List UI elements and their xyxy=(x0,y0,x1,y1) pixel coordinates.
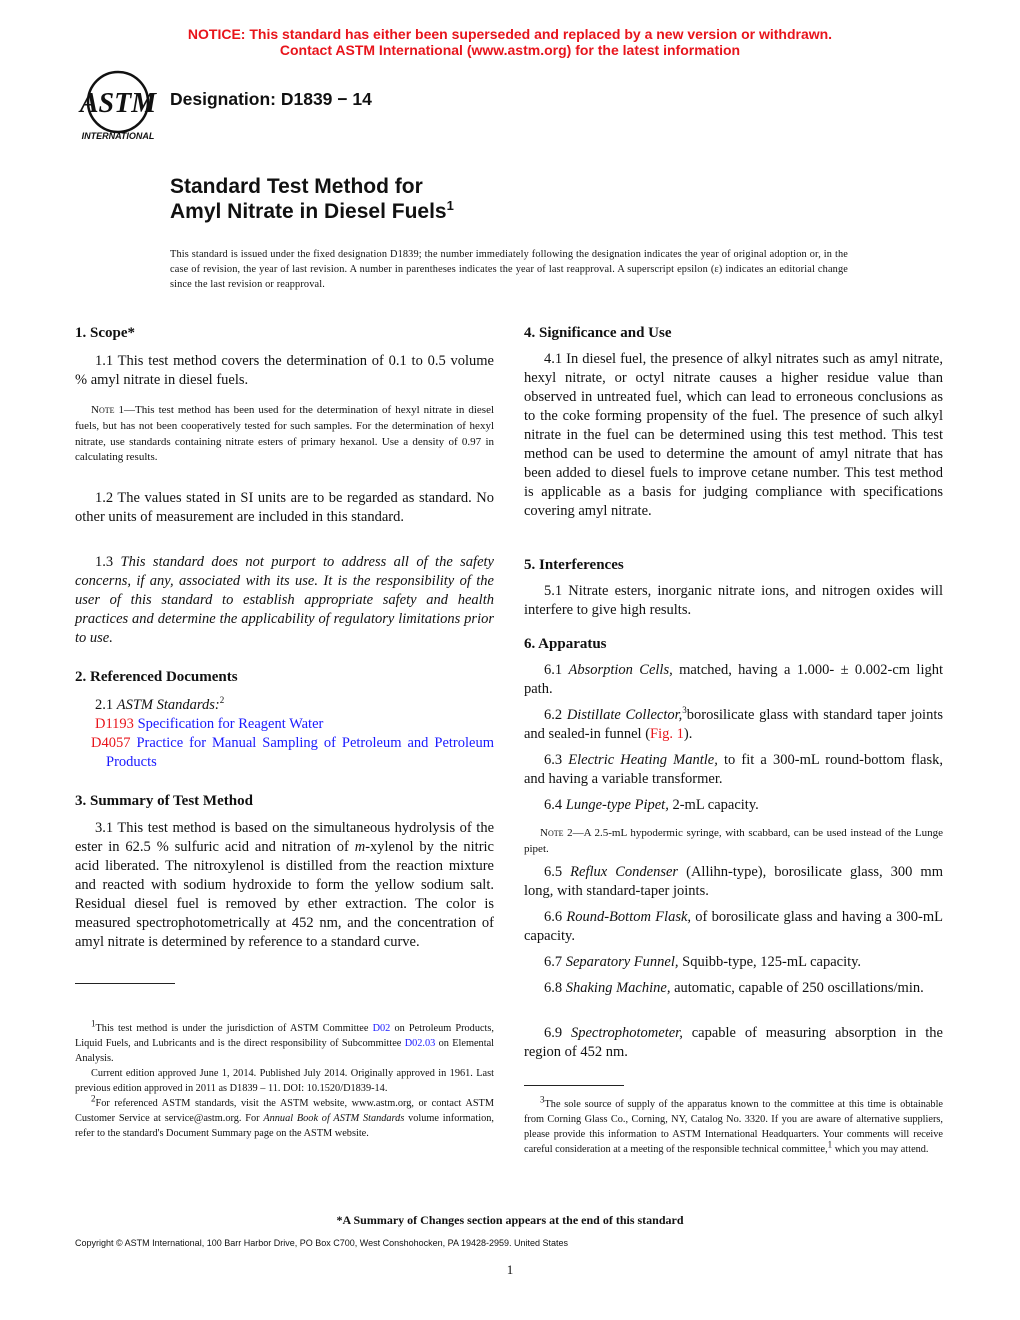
svg-text:INTERNATIONAL: INTERNATIONAL xyxy=(81,131,155,141)
ref-d1193[interactable]: D1193 Specification for Reagent Water xyxy=(95,716,324,732)
para-6-6: 6.6 Round-Bottom Flask, of borosilicate glass and having a 300-mL capacity. xyxy=(524,909,943,944)
section-4-heading: 4. Significance and Use xyxy=(524,325,672,341)
notice-banner: NOTICE: This standard has either been superseded and replaced by a new version or withdrawn. Contact ASTM International (www.astm.org) for the latest information xyxy=(187,26,833,58)
intro-text: This standard is issued under the fixed designation D1839; the number immediately following the designation indicates the year of original adoption or, in the case of revision, the year of last revision. A number in parentheses indicates the year of last reapproval. A superscript epsilon (ε) indicates an editorial change since the last revision or reapproval. xyxy=(170,249,848,290)
page-number: 1 xyxy=(506,1262,514,1277)
fig-1-link[interactable]: Fig. 1 xyxy=(650,726,684,742)
para-6-3: 6.3 Electric Heating Mantle, to fit a 300-mL round-bottom flask, and having a variable transformer. xyxy=(524,752,943,787)
para-4-1: 4.1 In diesel fuel, the presence of alkyl nitrates such as amyl nitrate, hexyl nitrate, or octyl nitrate causes a higher residue value than observed in untreated fuel, which can lead to erroneous conclusions as to the coke forming propensity of the fuel. The presence of such alkyl nitrate in the fuel can be determined using this test method. This test method can be used to determine the amount of amyl nitrate that has been added to diesel fuels to improve cetane number. This test method is applicable as a basis for judging compliance with specifications covering amyl nitrate. xyxy=(524,351,943,519)
link-d02-03[interactable]: D02.03 xyxy=(404,1038,436,1049)
section-2-heading: 2. Referenced Documents xyxy=(75,669,238,685)
section-5-heading: 5. Interferences xyxy=(524,557,624,573)
para-1-2: 1.2 The values stated in SI units are to be regarded as standard. No other units of measurement are included in this standard. xyxy=(75,490,494,525)
para-6-2: 6.2 Distillate Collector,$^3$borosilicate glass with standard taper joints and sealed-in funnel (Fig. 1). xyxy=(524,705,943,742)
para-3-1: 3.1 This test method is based on the simultaneous hydrolysis of the ester in 62.5 % sulfuric acid and nitration of m-xylenol by the nitric acid liberated. The nitroxylenol is distilled from the reaction mixture and reacted with sodium hydroxide to form the yellow sodium salt. Residual diesel fuel is removed by ether extraction. The color is measured spectrophotometrically at 452 nm, and the concentration of amyl nitrate is determined by reference to a standard curve. xyxy=(75,820,494,950)
ref-d4057[interactable]: D4057 Practice for Manual Sampling of Petroleum and Petroleum Products xyxy=(91,735,494,770)
designation: Designation: D1839 − 14 xyxy=(170,89,372,109)
para-6-5: 6.5 Reflux Condenser (Allihn-type), borosilicate glass, 300 mm long, with standard-taper joints. xyxy=(524,864,943,899)
section-6-heading: 6. Apparatus xyxy=(524,636,607,652)
para-6-7: 6.7 Separatory Funnel, Squibb-type, 125-mL capacity. xyxy=(544,954,862,970)
svg-text:ASTM: ASTM xyxy=(79,88,157,119)
para-6-9: 6.9 Spectrophotometer, capable of measuring absorption in the region of 452 nm. xyxy=(524,1025,943,1060)
referenced-docs: 2.1 ASTM Standards:$^2$ D1193 Specification for Reagent Water D4057 Practice for Manual Sampling of Petroleum and Petroleum Products xyxy=(75,696,494,772)
para-6-1: 6.1 Absorption Cells, matched, having a 1.000- ± 0.002-cm light path. xyxy=(524,662,944,697)
section-1-heading: 1. Scope* xyxy=(75,325,135,341)
para-1-1: 1.1 This test method covers the determination of 0.1 to 0.5 volume % amyl nitrate in diesel fuels. xyxy=(75,353,494,388)
para-5-1: 5.1 Nitrate esters, inorganic nitrate ions, and nitrogen oxides will interfere to give high results. xyxy=(524,583,943,618)
copyright: Copyright © ASTM International, 100 Barr Harbor Drive, PO Box C700, West Conshohocken, PA 19428-2959. United States xyxy=(75,1238,569,1248)
summary-of-changes-note: *A Summary of Changes section appears at the end of this standard xyxy=(336,1213,684,1227)
note-2: Note 2—A 2.5-mL hypodermic syringe, with scabbard, can be used instead of the Lunge pipet. xyxy=(524,827,944,855)
document-title: Standard Test Method for Amyl Nitrate in Diesel Fuels$^1$ xyxy=(170,175,454,223)
footnote-3: $^3$The sole source of supply of the apparatus known to the committee at this time is obtainable from Corning Glass Co., Corning, NY, Catalog No. 3320. If you are aware of alternative suppliers, please provide this information to ASTM International Headquarters. Your comments will receive careful consideration at a meeting of the responsible technical committee,$^1$ which you may attend. xyxy=(524,1094,943,1155)
section-3-heading: 3. Summary of Test Method xyxy=(75,793,253,809)
footnote-divider xyxy=(75,983,175,984)
link-d02[interactable]: D02 xyxy=(372,1023,391,1034)
footnote-divider-right xyxy=(524,1085,624,1086)
para-1-3: 1.3 This standard does not purport to address all of the safety concerns, if any, associated with its use. It is the responsibility of the user of this standard to establish appropriate safety and health practices and determine the applicability of regulatory limitations prior to use. xyxy=(75,554,494,646)
note-1: Note 1—This test method has been used for the determination of hexyl nitrate in diesel fuels, but has not been cooperatively tested for such samples. For the determination of hexyl nitrate, use standards containing nitrate esters of primary hexanol. Use a density of 0.97 in calculating results. xyxy=(75,404,495,464)
para-6-8: 6.8 Shaking Machine, automatic, capable of 250 oscillations/min. xyxy=(544,980,924,996)
astm-logo xyxy=(76,68,162,144)
footnotes-left: $^1$This test method is under the jurisdiction of ASTM Committee D02 on Petroleum Products, Liquid Fuels, and Lubricants and is the direct responsibility of Subcommittee D02.03 on Elemental Analysis. Current edition approved June 1, 2014. Published July 2014. Originally approved in 1961. Last previous edition approved in 2011 as D1839 – 11. DOI: 10.1520/D1839-14. $^2$For referenced ASTM standards, visit the ASTM website, www.astm.org, or contact ASTM Customer Service at service@astm.org. For Annual Book of ASTM Standards volume information, refer to the standard's Document Summary page on the ASTM website. xyxy=(75,1018,495,1139)
para-6-4: 6.4 Lunge-type Pipet, 2-mL capacity. xyxy=(544,797,759,813)
